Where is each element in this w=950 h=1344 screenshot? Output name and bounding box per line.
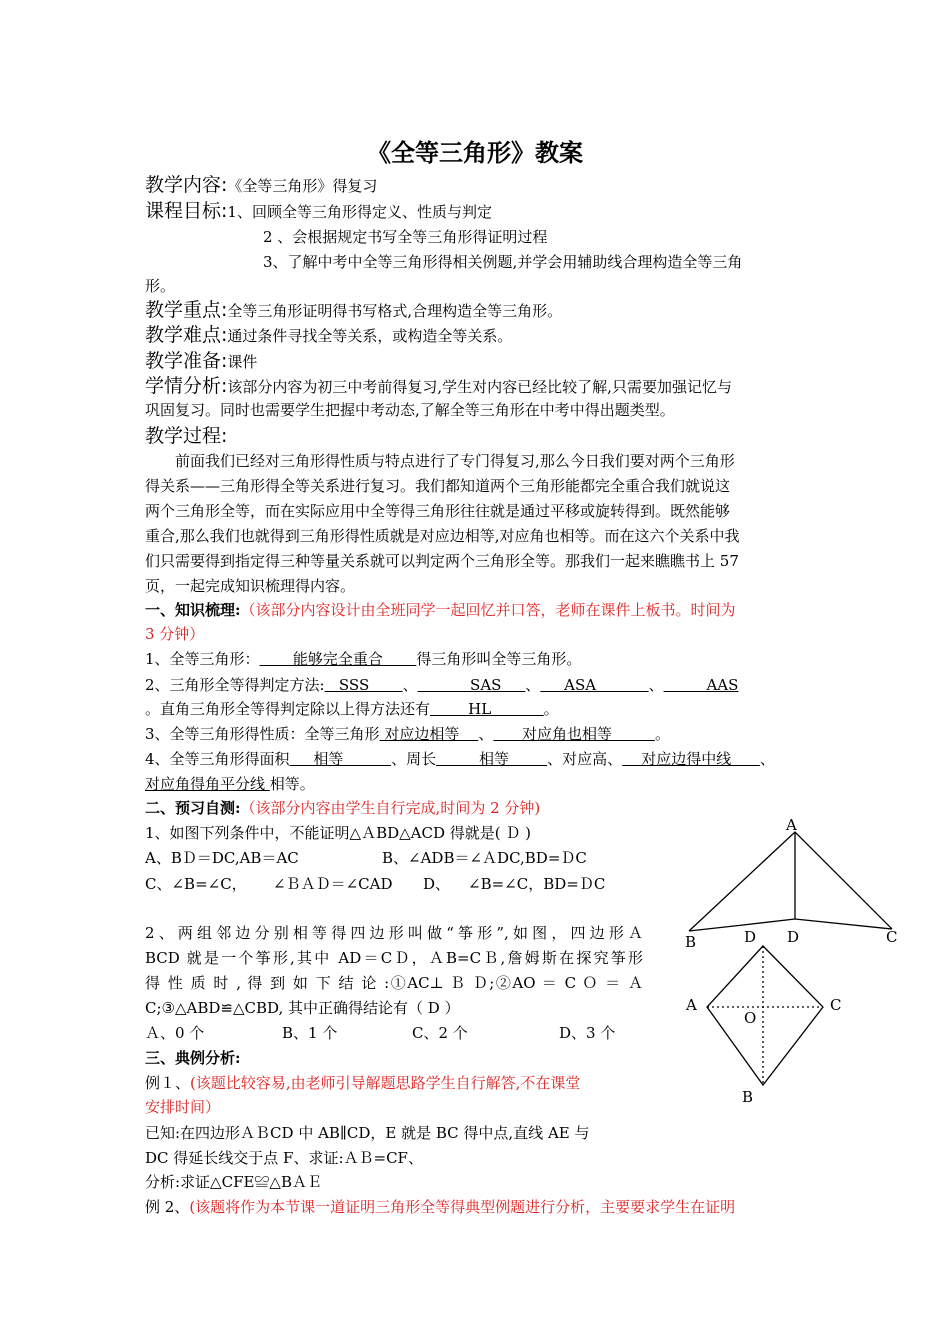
section-3-heading: 三、典例分析: [145,1049,241,1067]
label-a: A [786,816,797,834]
question-2-line: 得 性 质 时 , 得 到 如 下 结 论 :①AC⊥ Ｂ Ｄ;②AO ＝ C Ｏ ＝ Ａ [145,974,643,992]
question-1-options-cd: C、∠B=∠C， ∠ＢＡＤ＝∠CAD D、 ∠B=∠C，BD=ＤC [145,875,606,893]
analysis-line: 学情分析:该部分内容为初三中考前得复习,学生对内容已经比较了解,只需要加强记忆与 [145,375,732,397]
goal-line: 课程目标:1、回顾全等三角形得定义、性质与判定 [145,200,492,222]
example-1-line: 已知:在四边形ＡＢCD 中 AB∥CD，E 就是 BC 得中点,直线 AE 与 [145,1124,590,1142]
question-2-line: BCD 就是一个筝形,其中 AD＝CＤ，ＡB=CＢ,詹姆斯在探究筝形 [145,949,643,967]
geometry-figures [670,810,920,1110]
definition-line: 1、全等三角形： 能够完全重合 得三角形叫全等三角形。 [145,650,582,668]
intro-line: 前面我们已经对三角形得性质与特点进行了专门得复习,那么今日我们要对两个三角形 [145,452,735,470]
process-heading: 教学过程: [145,425,228,447]
section-1-heading: 一、知识梳理:（该部分内容设计由全班同学一起回忆并口答，老师在课件上板书。时间为 [145,601,736,619]
key-point-line: 教学重点:全等三角形证明得书写格式,合理构造全等三角形。 [145,299,563,321]
question-2-options: Ａ、0 个 B、1 个 C、2 个 D、3 个 [145,1024,616,1042]
area-line: 4、全等三角形得面积 相等 、周长 相等 、对应高、 对应边得中线 、 [145,750,775,768]
label-o: O [744,1009,757,1027]
example-1-line: DC 得延长线交于点 F、求证:ＡＢ=CF、 [145,1149,423,1167]
goal-3-cont: 形。 [145,277,176,295]
label-d: D [744,928,757,946]
triangle-outline [689,832,892,931]
area-line-cont: 对应角得角平分线 相等。 [145,775,315,793]
intro-line: 页，一起完成知识梳理得内容。 [145,577,356,595]
question-1-options-ab: A、BＤ＝DC,AB＝AC B、∠ADB＝∠ＡDC,BD=ＤC [145,849,587,867]
prep-line: 教学准备:课件 [145,350,258,372]
analysis-cont: 巩固复习。同时也需要学生把握中考动态,了解全等三角形在中考中得出题类型。 [145,401,675,419]
criteria-line: 2、三角形全等得判定方法: SSS 、 SAS 、 ASA 、 AAS [145,676,739,694]
label-c: C [830,996,842,1014]
example-1-line: 例１、(该题比较容易,由老师引导解题思路学生自行解答,不在课堂 [145,1074,581,1092]
label-a: A [686,996,697,1014]
example-2-line: 例 2、(该题将作为本节课一道证明三角形全等得典型例题进行分析，主要要求学生在证明 [145,1198,736,1216]
label-c: C [886,928,898,946]
question-1: 1、如图下列条件中，不能证明△ＡBD△ACD 得就是( Ｄ ) [145,824,532,842]
intro-line: 们只需要得到指定得三种等量关系就可以判定两个三角形全等。那我们一起来瞧瞧书上 57 [145,552,739,570]
intro-line: 两个三角形全等，而在实际应用中全等得三角形往往就是通过平移或旋转得到。既然能够 [145,502,731,520]
triangle-figure [689,832,892,931]
goal-3: 3、了解中考中全等三角形得相关例题,并学会用辅助线合理构造全等三角 [263,253,743,271]
example-1-note-cont: 安排时间） [145,1098,221,1116]
property-line: 3、全等三角形得性质：全等三角形 对应边相等 、 对应角也相等 。 [145,725,670,743]
example-1-line: 分析:求证△CFE≌△BＡＥ [145,1173,322,1191]
question-2-line: C;③△ABD≌△CBD, 其中正确得结论有（ D ） [145,999,460,1017]
page-title: 《全等三角形》教案 [367,139,583,167]
label-b: B [685,933,697,951]
intro-line: 得关系——三角形得全等关系进行复习。我们都知道两个三角形能都完全重合我们就说这 [145,477,731,495]
difficulty-line: 教学难点:通过条件寻找全等关系，或构造全等关系。 [145,324,513,346]
right-triangle-line: 。直角三角形全等得判定除以上得方法还有 HL 。 [145,700,559,718]
label-d: D [787,928,800,946]
goal-2: 2 、会根据规定书写全等三角形得证明过程 [263,228,548,246]
kite-figure [707,946,823,1085]
section-1-note-cont: 3 分钟） [145,625,205,643]
section-2-heading: 二、预习自测:（该部分内容由学生自行完成,时间为 2 分钟) [145,799,541,817]
question-2-line: 2、两组邻边分别相等得四边形叫做“筝形”,如图，四边形Ａ [145,924,643,942]
kite-outline [707,946,823,1085]
intro-line: 重合,那么我们也就得到三角形得性质就是对应边相等,对应角也相等。而在这六个关系中我 [145,527,740,545]
content-line: 教学内容:《全等三角形》得复习 [145,174,378,196]
label-b: B [742,1088,754,1106]
